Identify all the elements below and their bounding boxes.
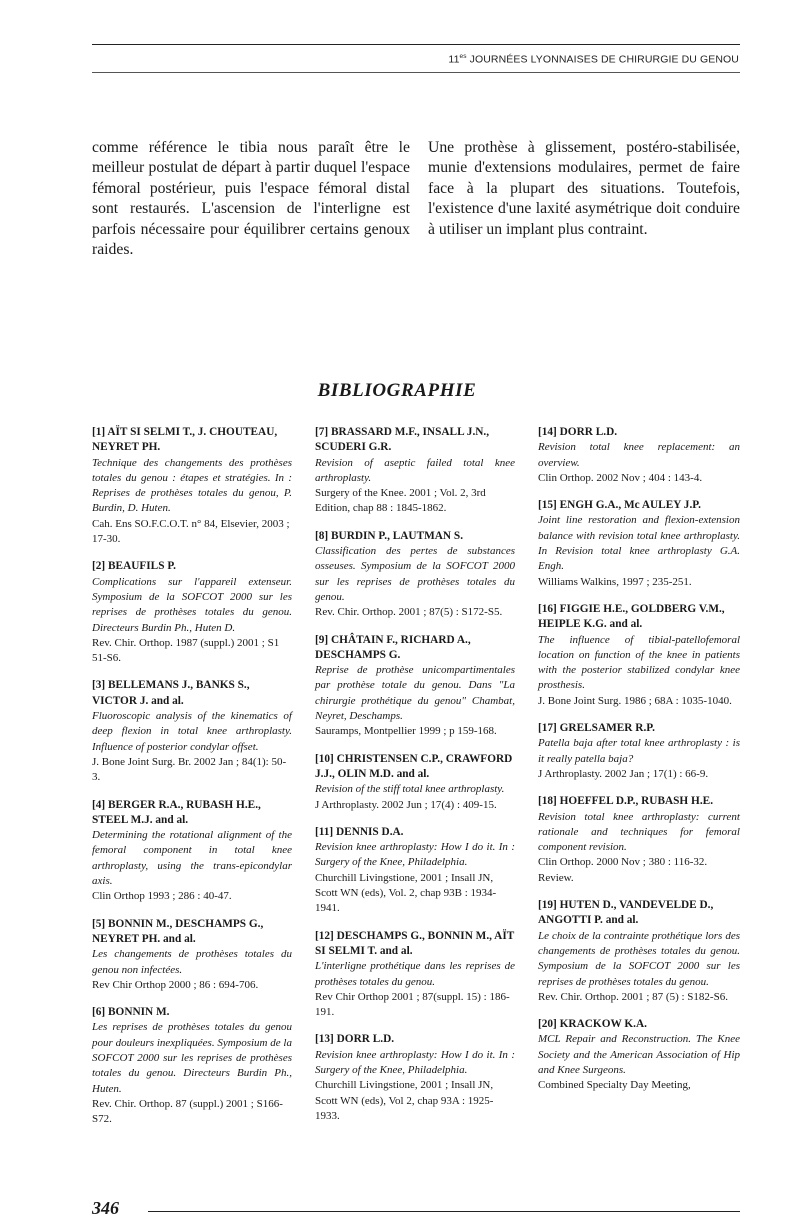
reference-title: Revision total knee arthroplasty: current rationale and techniques for femoral component revision. [538, 810, 740, 854]
running-head-number: 11 [448, 53, 460, 66]
reference-entry [538, 425, 740, 486]
reference-entry [538, 1017, 740, 1093]
reference-authors: [19] HUTEN D., VANDEVELDE D., ANGOTTI P. and al. [538, 899, 714, 927]
reference-source: Churchill Livingstione, 2001 ; Insall JN, Scott WN (eds), Vol. 2, chap 93B : 1934-1941. [315, 871, 497, 915]
reference-title: The influence of tibial-patellofemoral location on function of the knee in patients with the posterior stabilized condylar knee prosthesis. [538, 633, 740, 692]
reference-authors: [16] FIGGIE H.E., GOLDBERG V.M., HEIPLE K.G. and al. [538, 602, 725, 631]
reference-authors: [12] DESCHAMPS G., BONNIN M., AÏT SI SELMI T. and al. [315, 929, 515, 957]
references-column-3 [538, 425, 740, 1106]
reference-title: L'interligne prothétique dans les reprises de prothèses totales du genou. [315, 960, 515, 988]
reference-title: Les reprises de prothèses totales du genou pour douleurs inexpliquées. Symposium de la SOFCOT 2000 sur les reprises de prothèses totales du genou. Directeurs Burdin Ph., Huten. [92, 1021, 292, 1095]
reference-title: Technique des changements des prothèses totales du genou : étapes et stratégies. In : Reprises de prothèses totales du genou, P. Burdin, D. Huten. [92, 456, 292, 515]
running-head-text: JOURNÉES LYONNAISES DE CHIRURGIE DU GENOU [466, 53, 739, 66]
reference-title: Determining the rotational alignment of the femoral component in total knee arthroplasty, using the trans-epicondylar axis. [92, 829, 292, 888]
reference-source: Rev. Chir. Orthop. 2001 ; 87(5) : S172-S5. [315, 606, 503, 619]
page-number: 346 [92, 1198, 119, 1218]
reference-entry [315, 425, 515, 517]
reference-entry [315, 825, 515, 917]
reference-authors: [9] CHÂTAIN F., RICHARD A., DESCHAMPS G. [315, 633, 471, 661]
reference-source: Clin Orthop. 2002 Nov ; 404 : 143-4. [538, 471, 703, 484]
reference-entry [315, 633, 515, 740]
reference-entry [92, 917, 292, 993]
reference-authors: [18] HOEFFEL D.P., RUBASH H.E. [538, 795, 714, 808]
reference-authors: [17] GRELSAMER R.P. [538, 722, 655, 735]
reference-entry [538, 498, 740, 590]
intro-paragraph-left: comme référence le tibia nous paraît être le meilleur postulat de départ à partir duquel l'espace fémoral postérieur, puis l'espace fémoral distal sont restaurés. L'ascension de l'interligne est parfois nécessaire pour équilibrer certains genoux raides. [92, 138, 410, 259]
reference-source: Rev. Chir. Orthop. 87 (suppl.) 2001 ; S166-S72. [92, 1097, 283, 1126]
reference-source: Clin Orthop. 2000 Nov ; 380 : 116-32. Review. [538, 856, 708, 884]
reference-entry [315, 929, 515, 1021]
reference-title: Joint line restoration and flexion-extension balance with revision total knee arthroplasty. In Revision total knee arthroplasty G.A. Engh. [538, 514, 740, 573]
reference-title: Complications sur l'appareil extenseur. Symposium de la SOFCOT 2000 sur les reprises de prothèses totales du genou. Directeurs Burdin Ph., Huten D. [92, 575, 292, 634]
running-head [448, 53, 739, 66]
reference-source: Rev Chir Orthop 2000 ; 86 : 694-706. [92, 978, 259, 991]
reference-source: Williams Walkins, 1997 ; 235-251. [538, 575, 692, 588]
reference-authors: [5] BONNIN M., DESCHAMPS G., NEYRET PH. and al. [92, 917, 264, 945]
reference-title: Revision knee arthroplasty: How I do it. In : Surgery of the Knee, Philadelphia. [315, 841, 515, 869]
reference-source: J. Bone Joint Surg. Br. 2002 Jan ; 84(1): 50-3. [92, 755, 287, 784]
references-column-2 [315, 425, 515, 1136]
reference-source: Rev Chir Orthop 2001 ; 87(suppl. 15) : 186-191. [315, 990, 510, 1019]
reference-title: Patella baja after total knee arthroplasty : is it really patella baja? [538, 737, 740, 765]
footer-rule [148, 1211, 740, 1212]
reference-entry [315, 1032, 515, 1124]
reference-source: J Arthroplasty. 2002 Jun ; 17(4) : 409-15. [315, 798, 497, 811]
bibliography-heading: BIBLIOGRAPHIE [317, 380, 477, 401]
reference-source: Churchill Livingstione, 2001 ; Insall JN, Scott WN (eds), Vol 2, chap 93A : 1925-1933. [315, 1079, 494, 1122]
reference-authors: [14] DORR L.D. [538, 426, 618, 438]
reference-title: Revision total knee replacement: an overview. [538, 441, 740, 469]
header-rule-top [92, 44, 740, 45]
reference-source: Cah. Ens SO.F.C.O.T. n° 84, Elsevier, 2003 ; 17-30. [92, 517, 290, 546]
reference-authors: [2] BEAUFILS P. [92, 560, 177, 573]
reference-title: Les changements de prothèses totales du genou non infectées. [92, 948, 292, 976]
reference-authors: [4] BERGER R.A., RUBASH H.E., STEEL M.J. and al. [92, 798, 261, 826]
reference-authors: [3] BELLEMANS J., BANKS S., VICTOR J. and al. [92, 679, 250, 707]
reference-title: Revision of aseptic failed total knee arthroplasty. [315, 456, 515, 484]
reference-entry [538, 602, 740, 709]
reference-source: J. Bone Joint Surg. 1986 ; 68A : 1035-1040. [538, 694, 732, 707]
reference-source: Sauramps, Montpellier 1999 ; p 159-168. [315, 725, 497, 738]
reference-authors: [20] KRACKOW K.A. [538, 1018, 647, 1031]
reference-entry [92, 1005, 292, 1127]
reference-entry [92, 798, 292, 905]
reference-entry [315, 752, 515, 813]
reference-source: J Arthroplasty. 2002 Jan ; 17(1) : 66-9. [538, 767, 709, 780]
reference-entry [315, 529, 515, 621]
reference-authors: [7] BRASSARD M.F., INSALL J.N., SCUDERI G.R. [315, 426, 490, 454]
reference-entry [538, 721, 740, 782]
reference-title: Revision of the stiff total knee arthroplasty. [315, 783, 505, 796]
reference-source: Surgery of the Knee. 2001 ; Vol. 2, 3rd Edition, chap 88 : 1845-1862. [315, 487, 486, 515]
reference-authors: [1] AÏT SI SELMI T., J. CHOUTEAU, NEYRET PH. [92, 426, 278, 454]
reference-authors: [10] CHRISTENSEN C.P., CRAWFORD J.J., OLIN M.D. and al. [315, 752, 513, 780]
reference-authors: [6] BONNIN M. [92, 1006, 170, 1019]
reference-entry [92, 678, 292, 785]
reference-authors: [8] BURDIN P., LAUTMAN S. [315, 529, 464, 542]
reference-entry [92, 559, 292, 666]
reference-source: Combined Specialty Day Meeting, [538, 1079, 691, 1092]
reference-source: Clin Orthop 1993 ; 286 : 40-47. [92, 890, 232, 903]
reference-entry [538, 898, 740, 1005]
header-rule-bottom [92, 72, 740, 73]
reference-source: Rev. Chir. Orthop. 2001 ; 87 (5) : S182-S6. [538, 990, 728, 1003]
reference-source: Rev. Chir. Orthop. 1987 (suppl.) 2001 ; S1 51-S6. [92, 636, 280, 665]
reference-title: Le choix de la contrainte prothétique lors des changements de prothèses totales du genou. Symposium de la SOFCOT 2000 sur les reprises de prothèses totales du genou. [538, 929, 740, 988]
reference-entry [538, 794, 740, 886]
reference-authors: [13] DORR L.D. [315, 1033, 395, 1046]
reference-title: Revision knee arthroplasty: How I do it. In : Surgery of the Knee, Philadelphia. [315, 1048, 515, 1076]
reference-title: Fluoroscopic analysis of the kinematics of deep flexion in total knee arthroplasty. Influence of posterior condylar offset. [92, 710, 292, 753]
reference-title: Classification des pertes de substances osseuses. Symposium de la SOFCOT 2000 sur les reprises de prothèses totales du genou. [315, 545, 515, 603]
reference-authors: [11] DENNIS D.A. [315, 825, 404, 838]
reference-title: MCL Repair and Reconstruction. The Knee Society and the American Association of Hip and Knee Surgeons. [538, 1033, 740, 1076]
references-column-1 [92, 425, 292, 1139]
reference-title: Reprise de prothèse unicompartimentales par prothèse totale du genou. Dans "La chirurgie prothétique du genou" Chambat, Neyret, Deschamps. [315, 664, 515, 723]
intro-paragraph-right: Une prothèse à glissement, postéro-stabilisée, munie d'extensions modulaires, permet de faire face à la plupart des situations. Toutefois, l'existence d'une laxité asymétrique doit conduire à utiliser un implant plus contraint. [428, 138, 740, 238]
reference-authors: [15] ENGH G.A., Mc AULEY J.P. [538, 499, 701, 512]
running-head-superscript: es [459, 53, 467, 60]
reference-entry [92, 425, 292, 547]
